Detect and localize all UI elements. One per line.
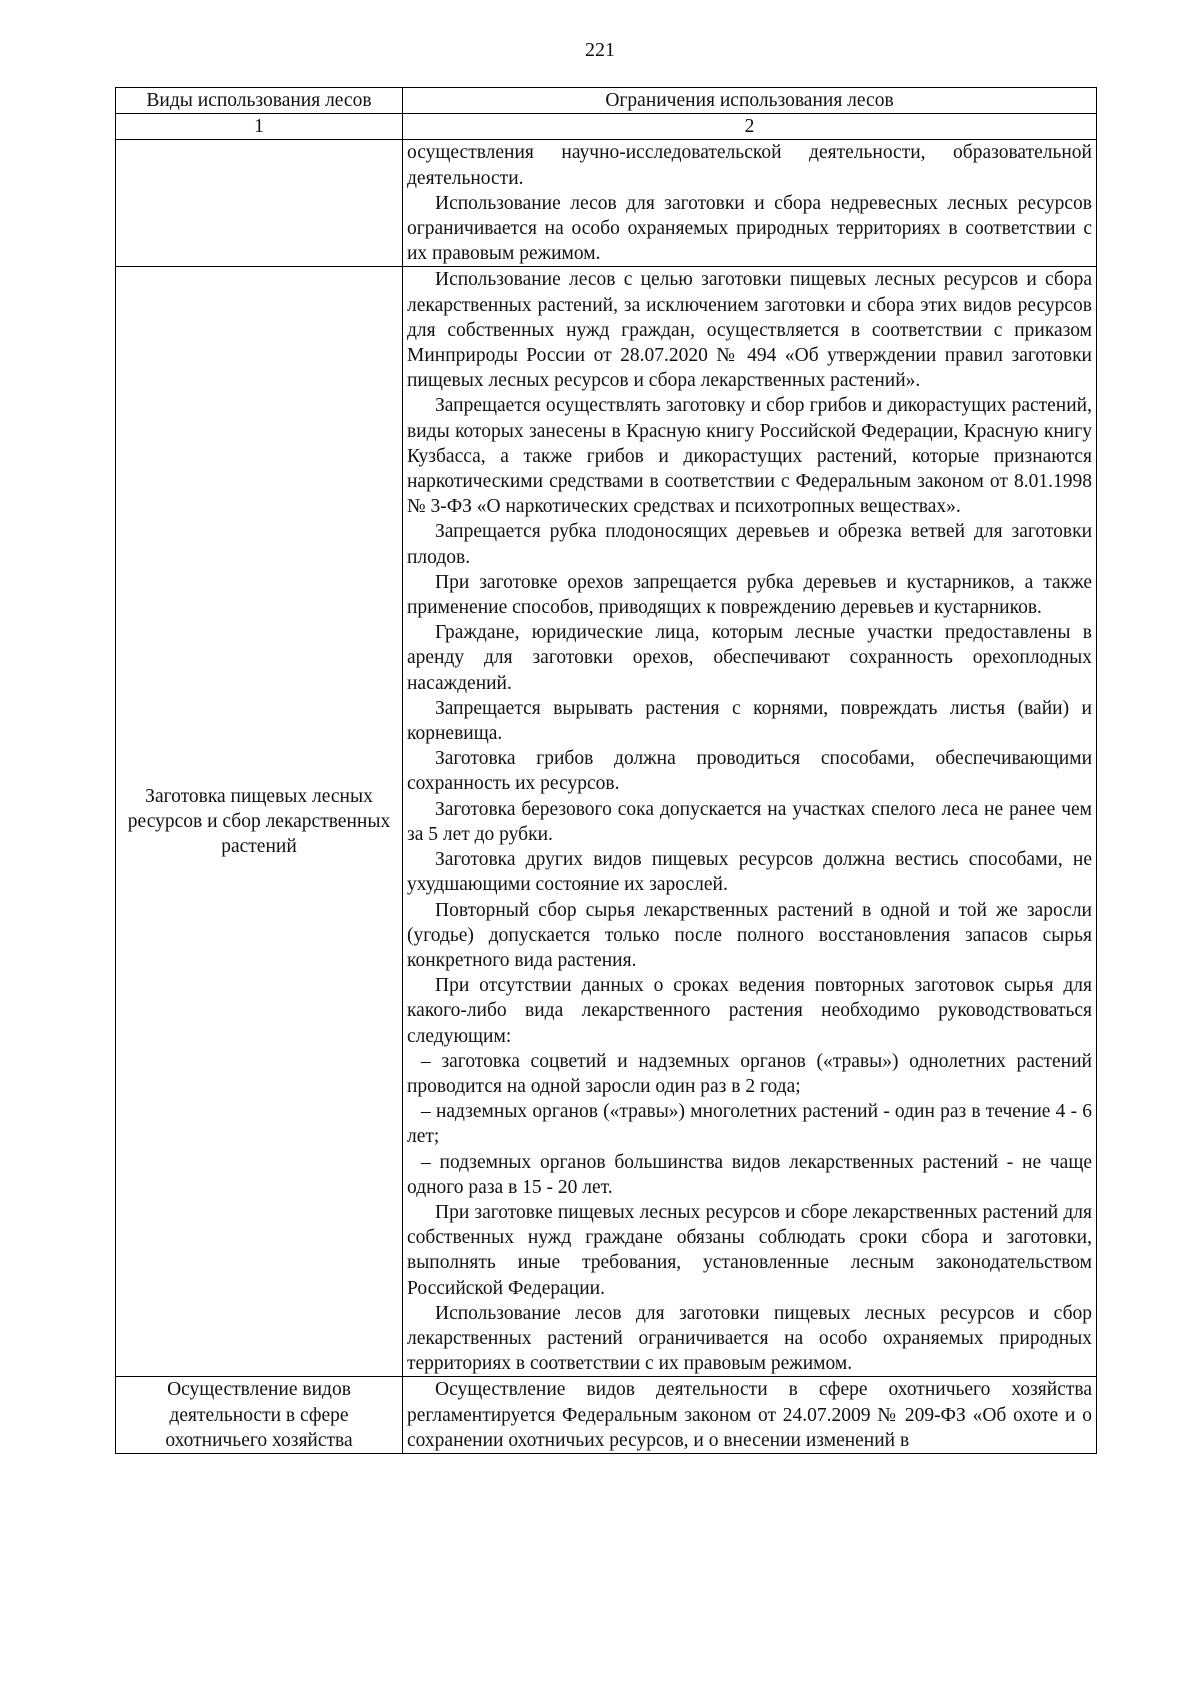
restriction-paragraph: осуществления научно-исследовательской деятельности, образовательной деятельности. (407, 142, 1092, 189)
restriction-dash-item: – надземных органов («травы») многолетних растений - один раз в течение 4 - 6 лет; (407, 1101, 1092, 1148)
restriction-paragraph: Запрещается вырывать растения с корнями, повреждать листья (вайи) и корневища. (407, 697, 1092, 745)
page-number: 221 (585, 39, 615, 61)
restriction-dash-item: – подземных органов большинства видов лекарственных растений - не чаще одного раза в 15 - 20 лет. (407, 1151, 1092, 1198)
restriction-paragraph: Граждане, юридические лица, которым лесные участки предоставлены в аренду для заготовки орехов, обеспечивают сохранность орехоплодных насаждений. (407, 622, 1092, 694)
restriction-paragraph: Заготовка других видов пищевых ресурсов должна вестись способами, не ухудшающими состояние их зарослей. (407, 849, 1092, 896)
restriction-paragraph: Использование лесов для заготовки пищевых лесных ресурсов и сбор лекарственных растений ограничивается на особо охраняемых природных территориях в соответствии с их правовым режимом. (407, 1302, 1092, 1375)
restriction-dash-item: – заготовка соцветий и надземных органов («травы») однолетних растений проводится на одной заросли один раз в 2 года; (407, 1050, 1092, 1097)
row-type-label (116, 140, 403, 267)
column-number-row (116, 114, 1097, 140)
col-number-1: 1 (116, 114, 403, 140)
col-header-restrictions: Ограничения использования лесов (403, 88, 1097, 114)
restriction-paragraph: Заготовка грибов должна проводиться способами, обеспечивающими сохранность их ресурсов. (407, 748, 1092, 795)
table-row (116, 140, 1097, 267)
restriction-paragraph: Запрещается осуществлять заготовку и сбор грибов и дикорастущих растений, виды которых занесены в Красную книгу Российской Федерации, Красную книгу Кузбасса, а также грибов и дикорастущих растений, которые признаются наркотическими средствами в соответствии с Федеральным законом от 8.01.1998 № 3-ФЗ «О наркотических средствах и психотропных веществах». (407, 395, 1092, 518)
row-restrictions-cell (403, 267, 1097, 1377)
restriction-paragraph: Осуществление видов деятельности в сфере охотничьего хозяйства регламентируется Федеральным законом от 24.07.2009 № 209-ФЗ «Об охоте и о сохранении охотничьих ресурсов, и о внесении изменений в (407, 1379, 1092, 1451)
restriction-paragraph: Запрещается рубка плодоносящих деревьев и обрезка ветвей для заготовки плодов. (407, 521, 1092, 568)
restriction-paragraph: При заготовке пищевых лесных ресурсов и сборе лекарственных растений для собственных нужд граждане обязаны соблюдать сроки сбора и заготовки, выполнять иные требования, установленные лесным законодательством Российской Федерации. (407, 1201, 1092, 1299)
restriction-paragraph: Использование лесов для заготовки и сбора недревесных лесных ресурсов ограничивается на особо охраняемых природных территориях в соответствии с их правовым режимом. (407, 192, 1092, 265)
row-type-label: Заготовка пищевых лесных ресурсов и сбор лекарственных растений (116, 267, 403, 1377)
col-number-2: 2 (403, 114, 1097, 140)
restriction-paragraph: Использование лесов с целью заготовки пищевых лесных ресурсов и сбора лекарственных растений, за исключением заготовки и сбора этих видов ресурсов для собственных нужд граждан, осуществляется в соответствии с приказом Минприроды России от 28.07.2020 № 494 «Об утверждении правил заготовки пищевых лесных ресурсов и сбора лекарственных растений». (407, 269, 1092, 392)
restriction-paragraph: Повторный сбор сырья лекарственных растений в одной и той же заросли (угодье) допускается только после полного восстановления запасов сырья конкретного вида растения. (407, 899, 1092, 971)
restriction-paragraph: При заготовке орехов запрещается рубка деревьев и кустарников, а также применение способов, приводящих к повреждению деревьев и кустарников. (407, 571, 1092, 619)
table-header-row (116, 88, 1097, 114)
restriction-paragraph: При отсутствии данных о сроках ведения повторных заготовок сырья для какого-либо вида лекарственного растения необходимо руководствоваться следующим: (407, 975, 1092, 1047)
col-header-types: Виды использования лесов (116, 88, 403, 114)
table-row (116, 1377, 1097, 1454)
forest-use-table (115, 87, 1097, 1454)
row-restrictions-cell (403, 1377, 1097, 1454)
table-row (116, 267, 1097, 1377)
row-restrictions-cell (403, 140, 1097, 267)
row-type-label: Осуществление видов деятельности в сфере охотничьего хозяйства (116, 1377, 403, 1454)
restriction-paragraph: Заготовка березового сока допускается на участках спелого леса не ранее чем за 5 лет до рубки. (407, 798, 1092, 845)
